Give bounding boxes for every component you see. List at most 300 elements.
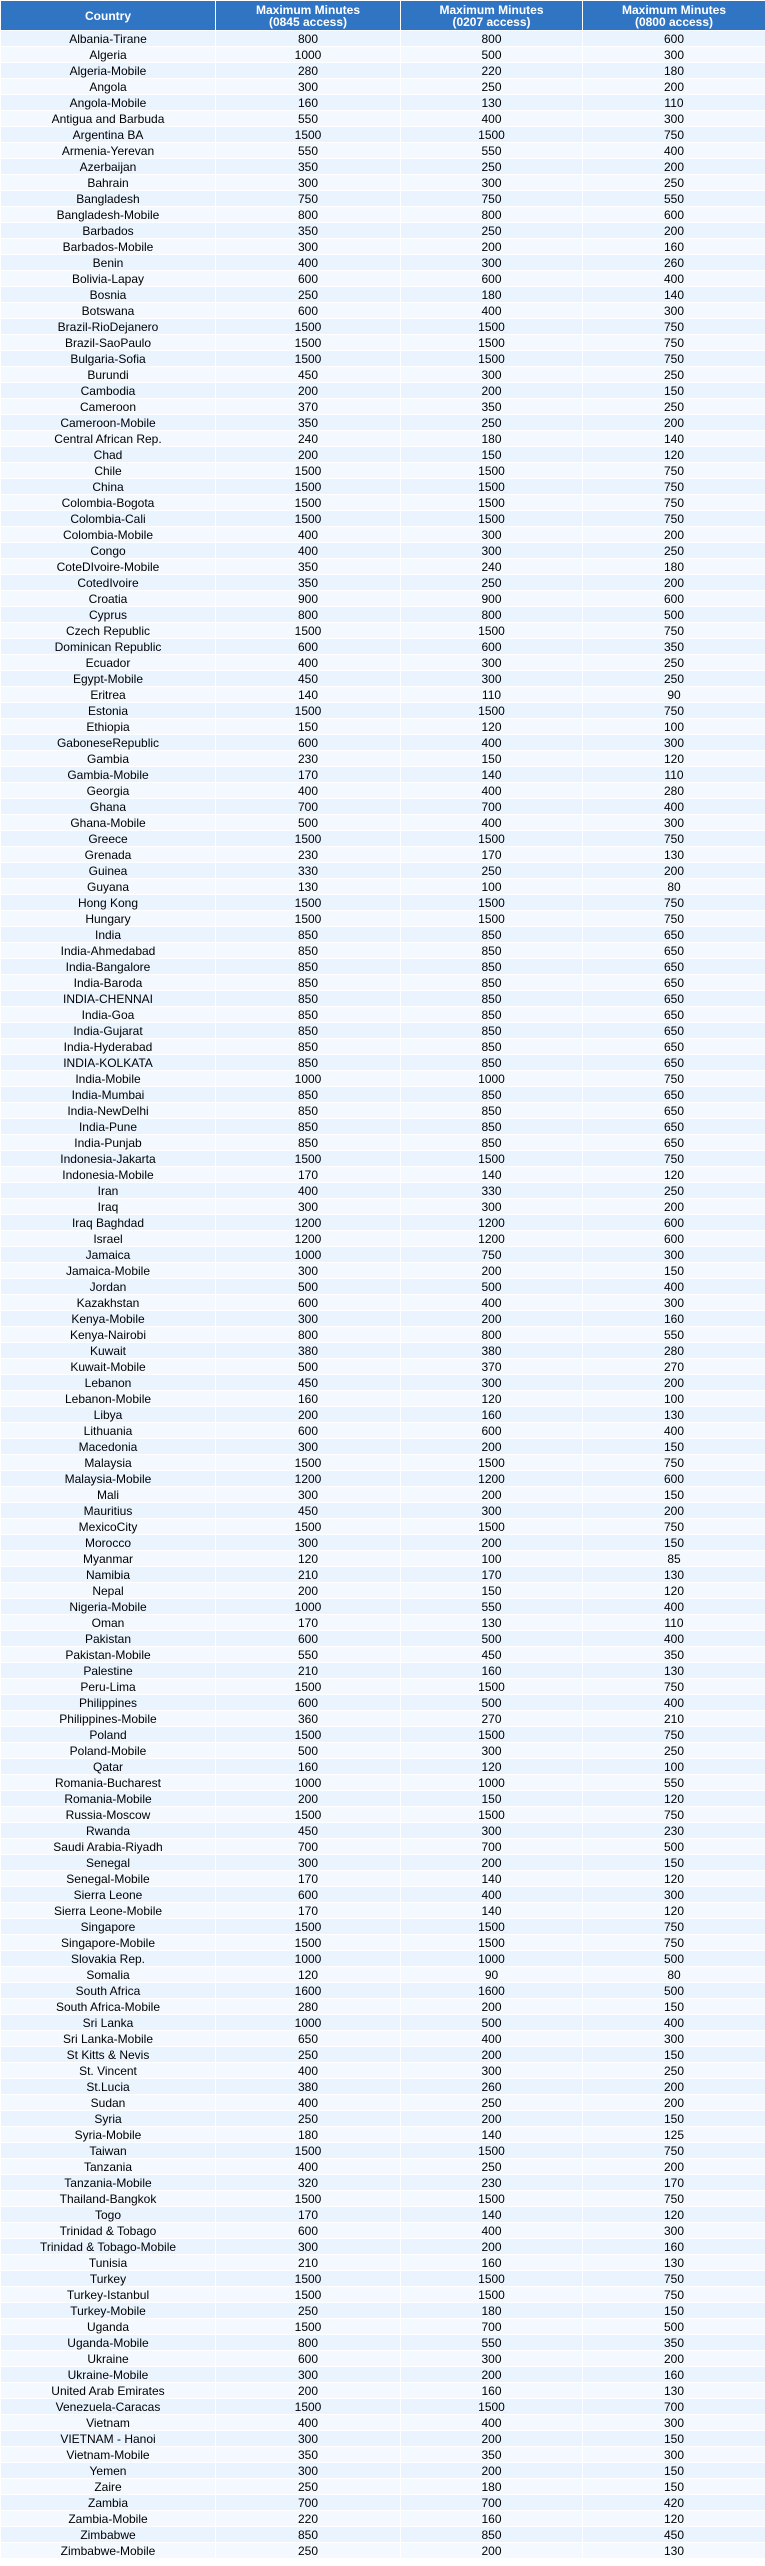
- table-row: [1, 2351, 765, 2367]
- minutes-0845-cell: 850: [216, 1007, 401, 1023]
- minutes-0845-cell: 1000: [216, 1247, 401, 1263]
- minutes-0207-cell: 300: [401, 1199, 583, 1215]
- table-row: [1, 1551, 765, 1567]
- country-cell: Poland: [1, 1727, 216, 1743]
- table-row: [1, 2255, 765, 2271]
- country-cell: India-NewDelhi: [1, 1103, 216, 1119]
- minutes-0800-cell: 120: [583, 751, 765, 767]
- minutes-0207-cell: 140: [401, 2127, 583, 2143]
- minutes-0207-cell: 300: [401, 527, 583, 543]
- table-row: [1, 2383, 765, 2399]
- minutes-0800-cell: 250: [583, 1743, 765, 1759]
- minutes-0207-cell: 1500: [401, 511, 583, 527]
- minutes-0207-cell: 200: [401, 1535, 583, 1551]
- table-row: [1, 63, 765, 79]
- minutes-0845-cell: 1000: [216, 47, 401, 63]
- minutes-0845-cell: 650: [216, 2031, 401, 2047]
- country-cell: Kenya-Nairobi: [1, 1327, 216, 1343]
- minutes-0207-cell: 220: [401, 63, 583, 79]
- minutes-0207-cell: 300: [401, 255, 583, 271]
- minutes-0207-cell: 110: [401, 687, 583, 703]
- minutes-0845-cell: 800: [216, 1327, 401, 1343]
- minutes-0207-cell: 200: [401, 2239, 583, 2255]
- country-cell: Chile: [1, 463, 216, 479]
- minutes-0800-cell: 300: [583, 303, 765, 319]
- minutes-0845-cell: 1000: [216, 2015, 401, 2031]
- minutes-0207-cell: 250: [401, 2159, 583, 2175]
- table-row: [1, 2111, 765, 2127]
- minutes-0207-cell: 1500: [401, 495, 583, 511]
- table-row: [1, 2095, 765, 2111]
- minutes-0845-cell: 450: [216, 1375, 401, 1391]
- minutes-0207-cell: 700: [401, 1839, 583, 1855]
- minutes-0207-cell: 250: [401, 79, 583, 95]
- minutes-0207-cell: 1500: [401, 319, 583, 335]
- table-row: [1, 543, 765, 559]
- minutes-0845-cell: 1500: [216, 1519, 401, 1535]
- minutes-0800-cell: 160: [583, 1311, 765, 1327]
- minutes-0800-cell: 750: [583, 1935, 765, 1951]
- table-row: [1, 1023, 765, 1039]
- table-row: [1, 895, 765, 911]
- country-cell: Romania-Bucharest: [1, 1775, 216, 1791]
- minutes-0800-cell: 100: [583, 719, 765, 735]
- minutes-0800-cell: 750: [583, 2271, 765, 2287]
- minutes-0207-cell: 1600: [401, 1983, 583, 1999]
- table-row: [1, 751, 765, 767]
- country-cell: Malaysia: [1, 1455, 216, 1471]
- table-row: [1, 351, 765, 367]
- table-row: [1, 2015, 765, 2031]
- country-cell: CoteDIvoire-Mobile: [1, 559, 216, 575]
- minutes-0207-cell: 200: [401, 239, 583, 255]
- minutes-0800-cell: 150: [583, 2047, 765, 2063]
- country-cell: Algeria-Mobile: [1, 63, 216, 79]
- minutes-0845-cell: 1500: [216, 351, 401, 367]
- table-row: [1, 1487, 765, 1503]
- country-cell: Senegal-Mobile: [1, 1871, 216, 1887]
- minutes-0800-cell: 750: [583, 511, 765, 527]
- minutes-0845-cell: 360: [216, 1711, 401, 1727]
- minutes-0845-cell: 400: [216, 1183, 401, 1199]
- country-cell: Cambodia: [1, 383, 216, 399]
- country-cell: Bulgaria-Sofia: [1, 351, 216, 367]
- country-cell: Cameroon: [1, 399, 216, 415]
- country-cell: Angola: [1, 79, 216, 95]
- minutes-0207-cell: 150: [401, 447, 583, 463]
- minutes-0845-cell: 300: [216, 1487, 401, 1503]
- table-row: [1, 1231, 765, 1247]
- minutes-0845-cell: 1000: [216, 1775, 401, 1791]
- minutes-0845-cell: 1500: [216, 895, 401, 911]
- minutes-0207-cell: 1500: [401, 2399, 583, 2415]
- country-cell: Benin: [1, 255, 216, 271]
- country-cell: Singapore-Mobile: [1, 1935, 216, 1951]
- minutes-0800-cell: 400: [583, 271, 765, 287]
- minutes-0800-cell: 400: [583, 143, 765, 159]
- minutes-0845-cell: 800: [216, 2335, 401, 2351]
- minutes-0207-cell: 300: [401, 671, 583, 687]
- minutes-0845-cell: 210: [216, 1567, 401, 1583]
- minutes-0845-cell: 170: [216, 767, 401, 783]
- country-cell: Hong Kong: [1, 895, 216, 911]
- country-cell: Poland-Mobile: [1, 1743, 216, 1759]
- minutes-0800-cell: 150: [583, 1999, 765, 2015]
- minutes-0800-cell: 300: [583, 735, 765, 751]
- table-row: [1, 415, 765, 431]
- table-row: [1, 2495, 765, 2511]
- minutes-0800-cell: 180: [583, 63, 765, 79]
- minutes-0207-cell: 1500: [401, 703, 583, 719]
- minutes-0845-cell: 380: [216, 2079, 401, 2095]
- country-cell: CotedIvoire: [1, 575, 216, 591]
- minutes-0800-cell: 150: [583, 1263, 765, 1279]
- country-cell: Cyprus: [1, 607, 216, 623]
- minutes-0207-cell: 140: [401, 1903, 583, 1919]
- country-cell: Romania-Mobile: [1, 1791, 216, 1807]
- country-cell: Sri Lanka-Mobile: [1, 2031, 216, 2047]
- country-cell: GaboneseRepublic: [1, 735, 216, 751]
- minutes-0845-cell: 400: [216, 255, 401, 271]
- minutes-0845-cell: 500: [216, 815, 401, 831]
- country-cell: Ukraine-Mobile: [1, 2367, 216, 2383]
- minutes-0845-cell: 450: [216, 1503, 401, 1519]
- country-cell: Bangladesh-Mobile: [1, 207, 216, 223]
- country-cell: Ghana: [1, 799, 216, 815]
- minutes-0800-cell: 750: [583, 495, 765, 511]
- table-row: [1, 2143, 765, 2159]
- table-row: [1, 639, 765, 655]
- minutes-0845-cell: 1500: [216, 1455, 401, 1471]
- minutes-0800-cell: 150: [583, 2431, 765, 2447]
- minutes-0207-cell: 850: [401, 927, 583, 943]
- minutes-0207-cell: 800: [401, 1327, 583, 1343]
- table-row: [1, 1039, 765, 1055]
- country-cell: Kuwait: [1, 1343, 216, 1359]
- minutes-0207-cell: 850: [401, 1103, 583, 1119]
- country-cell: Tanzania: [1, 2159, 216, 2175]
- country-cell: Estonia: [1, 703, 216, 719]
- minutes-0845-cell: 250: [216, 2303, 401, 2319]
- minutes-0800-cell: 300: [583, 2031, 765, 2047]
- table-row: [1, 1599, 765, 1615]
- header-line: Maximum Minutes: [621, 2, 726, 17]
- minutes-0207-cell: 400: [401, 815, 583, 831]
- minutes-0845-cell: 160: [216, 1391, 401, 1407]
- table-row: [1, 1663, 765, 1679]
- minutes-0207-cell: 850: [401, 1119, 583, 1135]
- minutes-0845-cell: 120: [216, 1967, 401, 1983]
- minutes-0207-cell: 270: [401, 1711, 583, 1727]
- table-row: [1, 1711, 765, 1727]
- table-row: [1, 1375, 765, 1391]
- country-cell: Bangladesh: [1, 191, 216, 207]
- country-cell: Nigeria-Mobile: [1, 1599, 216, 1615]
- minutes-0845-cell: 850: [216, 1119, 401, 1135]
- country-cell: Ecuador: [1, 655, 216, 671]
- country-cell: Singapore: [1, 1919, 216, 1935]
- minutes-0800-cell: 750: [583, 831, 765, 847]
- minutes-0845-cell: 600: [216, 1695, 401, 1711]
- table-row: [1, 559, 765, 575]
- minutes-0800-cell: 300: [583, 1295, 765, 1311]
- minutes-0845-cell: 450: [216, 671, 401, 687]
- minutes-0845-cell: 180: [216, 2127, 401, 2143]
- minutes-0207-cell: 1200: [401, 1471, 583, 1487]
- country-cell: India-Gujarat: [1, 1023, 216, 1039]
- minutes-0845-cell: 400: [216, 655, 401, 671]
- minutes-0207-cell: 140: [401, 1167, 583, 1183]
- minutes-0207-cell: 500: [401, 2015, 583, 2031]
- minutes-0800-cell: 200: [583, 1199, 765, 1215]
- table-row: [1, 2079, 765, 2095]
- table-row: [1, 1199, 765, 1215]
- table-row: [1, 2047, 765, 2063]
- minutes-0207-cell: 750: [401, 1247, 583, 1263]
- minutes-0800-cell: 500: [583, 607, 765, 623]
- minutes-0800-cell: 150: [583, 2303, 765, 2319]
- minutes-0845-cell: 220: [216, 2511, 401, 2527]
- table-row: [1, 1087, 765, 1103]
- minutes-0207-cell: 90: [401, 1967, 583, 1983]
- country-cell: Cameroon-Mobile: [1, 415, 216, 431]
- minutes-0845-cell: 1500: [216, 319, 401, 335]
- minutes-0845-cell: 210: [216, 1663, 401, 1679]
- minutes-0800-cell: 160: [583, 239, 765, 255]
- country-cell: India-Pune: [1, 1119, 216, 1135]
- minutes-0800-cell: 650: [583, 927, 765, 943]
- minutes-0800-cell: 260: [583, 255, 765, 271]
- minutes-0800-cell: 150: [583, 2111, 765, 2127]
- minutes-0845-cell: 1600: [216, 1983, 401, 1999]
- minutes-0845-cell: 850: [216, 2527, 401, 2543]
- country-cell: Iraq: [1, 1199, 216, 1215]
- country-cell: Lithuania: [1, 1423, 216, 1439]
- minutes-0800-cell: 400: [583, 1695, 765, 1711]
- minutes-0845-cell: 200: [216, 1583, 401, 1599]
- minutes-0800-cell: 650: [583, 975, 765, 991]
- minutes-0207-cell: 1500: [401, 1727, 583, 1743]
- minutes-0845-cell: 1200: [216, 1215, 401, 1231]
- minutes-0800-cell: 650: [583, 943, 765, 959]
- country-cell: Rwanda: [1, 1823, 216, 1839]
- minutes-0800-cell: 300: [583, 2223, 765, 2239]
- minutes-0207-cell: 850: [401, 1039, 583, 1055]
- minutes-0207-cell: 200: [401, 1311, 583, 1327]
- table-row: [1, 783, 765, 799]
- minutes-0207-cell: 130: [401, 1615, 583, 1631]
- minutes-0845-cell: 300: [216, 2463, 401, 2479]
- country-cell: Ethiopia: [1, 719, 216, 735]
- minutes-0800-cell: 150: [583, 1855, 765, 1871]
- minutes-0845-cell: 320: [216, 2175, 401, 2191]
- minutes-0800-cell: 110: [583, 1615, 765, 1631]
- minutes-0207-cell: 500: [401, 1695, 583, 1711]
- minutes-0845-cell: 700: [216, 799, 401, 815]
- minutes-0207-cell: 120: [401, 1391, 583, 1407]
- minutes-0800-cell: 600: [583, 1471, 765, 1487]
- minutes-0800-cell: 120: [583, 2207, 765, 2223]
- table-row: [1, 1615, 765, 1631]
- minutes-0207-cell: 250: [401, 863, 583, 879]
- table-row: [1, 943, 765, 959]
- table-row: [1, 1215, 765, 1231]
- minutes-0800-cell: 120: [583, 1167, 765, 1183]
- table-row: [1, 1311, 765, 1327]
- table-row: [1, 335, 765, 351]
- minutes-0207-cell: 330: [401, 1183, 583, 1199]
- minutes-0845-cell: 120: [216, 1551, 401, 1567]
- minutes-0207-cell: 150: [401, 1791, 583, 1807]
- table-row: [1, 2287, 765, 2303]
- minutes-0800-cell: 650: [583, 1103, 765, 1119]
- minutes-0207-cell: 1500: [401, 335, 583, 351]
- table-row: [1, 815, 765, 831]
- country-cell: India-Mumbai: [1, 1087, 216, 1103]
- minutes-0845-cell: 160: [216, 1759, 401, 1775]
- table-row: [1, 2207, 765, 2223]
- country-cell: Uganda-Mobile: [1, 2335, 216, 2351]
- minutes-0800-cell: 750: [583, 463, 765, 479]
- country-cell: Macedonia: [1, 1439, 216, 1455]
- minutes-0800-cell: 300: [583, 2415, 765, 2431]
- minutes-0207-cell: 1500: [401, 1519, 583, 1535]
- minutes-0800-cell: 250: [583, 655, 765, 671]
- minutes-0845-cell: 300: [216, 1311, 401, 1327]
- minutes-0845-cell: 400: [216, 2063, 401, 2079]
- minutes-0845-cell: 700: [216, 1839, 401, 1855]
- minutes-0800-cell: 500: [583, 1983, 765, 1999]
- minutes-0800-cell: 600: [583, 1231, 765, 1247]
- minutes-0800-cell: 250: [583, 399, 765, 415]
- country-cell: Malaysia-Mobile: [1, 1471, 216, 1487]
- minutes-0207-cell: 300: [401, 1743, 583, 1759]
- minutes-0800-cell: 400: [583, 1279, 765, 1295]
- country-cell: Turkey-Istanbul: [1, 2287, 216, 2303]
- minutes-0207-cell: 100: [401, 879, 583, 895]
- minutes-0845-cell: 600: [216, 1631, 401, 1647]
- minutes-0800-cell: 90: [583, 687, 765, 703]
- minutes-0845-cell: 850: [216, 1055, 401, 1071]
- minutes-0845-cell: 1500: [216, 1727, 401, 1743]
- minutes-0845-cell: 750: [216, 191, 401, 207]
- minutes-0845-cell: 500: [216, 1279, 401, 1295]
- minutes-0800-cell: 130: [583, 1567, 765, 1583]
- country-cell: Barbados-Mobile: [1, 239, 216, 255]
- minutes-0800-cell: 300: [583, 2447, 765, 2463]
- minutes-0207-cell: 370: [401, 1359, 583, 1375]
- minutes-0207-cell: 200: [401, 2463, 583, 2479]
- minutes-0207-cell: 200: [401, 1263, 583, 1279]
- minutes-0845-cell: 350: [216, 575, 401, 591]
- country-cell: Turkey-Mobile: [1, 2303, 216, 2319]
- country-cell: Zimbabwe-Mobile: [1, 2543, 216, 2559]
- minutes-0845-cell: 250: [216, 2479, 401, 2495]
- minutes-0800-cell: 750: [583, 1071, 765, 1087]
- table-row: [1, 2527, 765, 2543]
- table-row: [1, 1407, 765, 1423]
- minutes-0207-cell: 160: [401, 1663, 583, 1679]
- minutes-0207-cell: 200: [401, 2047, 583, 2063]
- country-cell: Chad: [1, 447, 216, 463]
- table-row: [1, 1391, 765, 1407]
- minutes-0207-cell: 240: [401, 559, 583, 575]
- minutes-0845-cell: 850: [216, 1087, 401, 1103]
- minutes-0800-cell: 150: [583, 1439, 765, 1455]
- minutes-0845-cell: 850: [216, 1103, 401, 1119]
- table-row: [1, 319, 765, 335]
- minutes-0845-cell: 300: [216, 1263, 401, 1279]
- country-cell: Syria-Mobile: [1, 2127, 216, 2143]
- minutes-0800-cell: 650: [583, 1023, 765, 1039]
- header-line: Country: [85, 8, 131, 23]
- minutes-0800-cell: 80: [583, 1967, 765, 1983]
- country-cell: India-Bangalore: [1, 959, 216, 975]
- table-row: [1, 2239, 765, 2255]
- minutes-0845-cell: 170: [216, 2207, 401, 2223]
- minutes-0207-cell: 200: [401, 2543, 583, 2559]
- minutes-0845-cell: 850: [216, 975, 401, 991]
- table-row: [1, 95, 765, 111]
- country-cell: Congo: [1, 543, 216, 559]
- country-cell: Armenia-Yerevan: [1, 143, 216, 159]
- minutes-0800-cell: 150: [583, 2479, 765, 2495]
- minutes-0845-cell: 230: [216, 847, 401, 863]
- country-cell: Palestine: [1, 1663, 216, 1679]
- minutes-0845-cell: 150: [216, 719, 401, 735]
- minutes-0207-cell: 1000: [401, 1951, 583, 1967]
- minutes-0207-cell: 120: [401, 1759, 583, 1775]
- country-cell: Kazakhstan: [1, 1295, 216, 1311]
- table-row: [1, 671, 765, 687]
- minutes-0207-cell: 200: [401, 2431, 583, 2447]
- table-row: [1, 31, 765, 47]
- header-subline: (0845 access): [268, 14, 348, 29]
- minutes-0845-cell: 140: [216, 687, 401, 703]
- country-cell: Namibia: [1, 1567, 216, 1583]
- minutes-0207-cell: 250: [401, 223, 583, 239]
- minutes-0845-cell: 600: [216, 2351, 401, 2367]
- minutes-0207-cell: 550: [401, 2335, 583, 2351]
- minutes-0207-cell: 1500: [401, 623, 583, 639]
- minutes-0207-cell: 1500: [401, 127, 583, 143]
- minutes-0845-cell: 400: [216, 543, 401, 559]
- minutes-0800-cell: 125: [583, 2127, 765, 2143]
- country-cell: Jamaica: [1, 1247, 216, 1263]
- country-cell: MexicoCity: [1, 1519, 216, 1535]
- minutes-0845-cell: 250: [216, 2047, 401, 2063]
- minutes-0845-cell: 170: [216, 1871, 401, 1887]
- minutes-0845-cell: 850: [216, 1135, 401, 1151]
- minutes-0845-cell: 1500: [216, 511, 401, 527]
- minutes-0207-cell: 700: [401, 799, 583, 815]
- table-row: [1, 1999, 765, 2015]
- country-cell: Colombia-Cali: [1, 511, 216, 527]
- table-row: [1, 239, 765, 255]
- table-row: [1, 1423, 765, 1439]
- minutes-0800-cell: 150: [583, 2463, 765, 2479]
- table-row: [1, 1967, 765, 1983]
- table-row: [1, 1167, 765, 1183]
- country-cell: Nepal: [1, 1583, 216, 1599]
- minutes-0800-cell: 160: [583, 2367, 765, 2383]
- minutes-0207-cell: 800: [401, 207, 583, 223]
- minutes-0845-cell: 300: [216, 175, 401, 191]
- minutes-0845-cell: 1500: [216, 463, 401, 479]
- table-row: [1, 271, 765, 287]
- table-row: [1, 1263, 765, 1279]
- table-row: [1, 2175, 765, 2191]
